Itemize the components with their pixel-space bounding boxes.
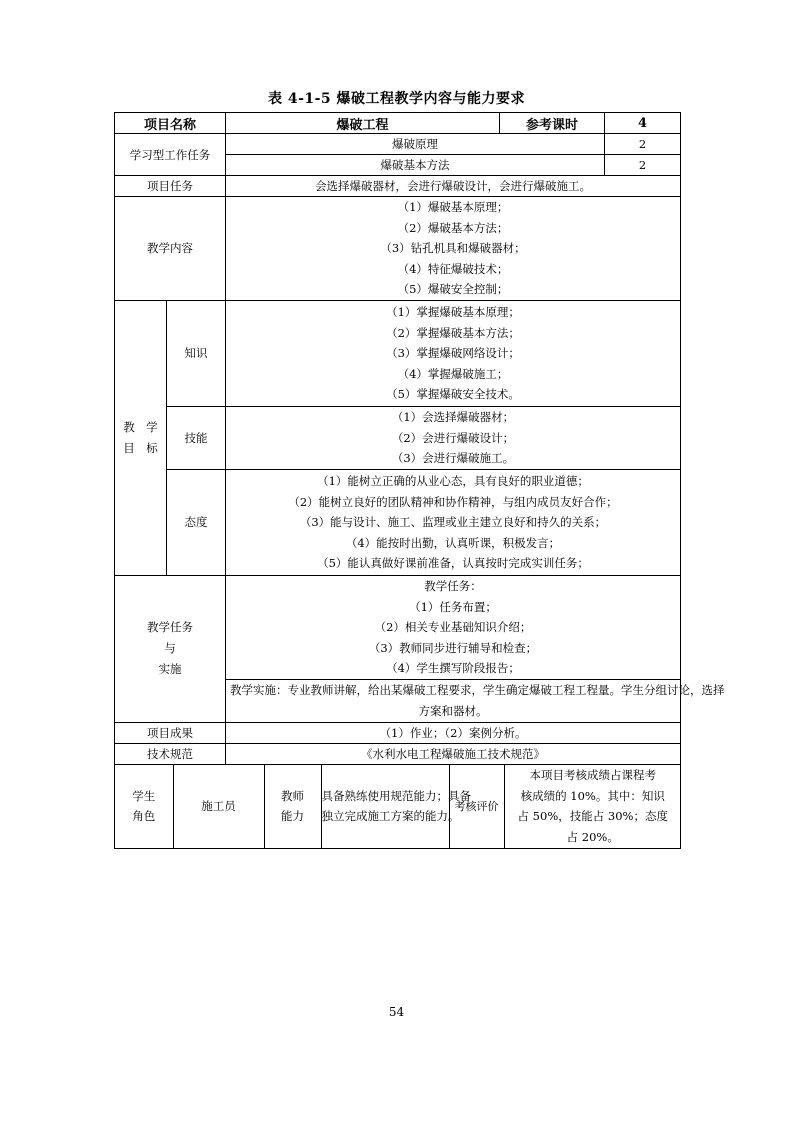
content-item: （1）爆破基本原理； xyxy=(397,200,509,214)
skill-row xyxy=(115,406,681,469)
teaching-task-item: （1）任务布置； xyxy=(409,599,497,614)
project-name-value: 爆破工程 xyxy=(226,113,500,134)
attitude-item: （4）能按时出勤，认真听课，积极发言； xyxy=(345,535,561,550)
implementation-line1: 教学实施：专业教师讲解，给出某爆破工程要求，学生确定爆破工程工程量。学生分组讨论，选择 xyxy=(230,683,725,698)
attitude-row xyxy=(115,469,681,575)
teacher-ability-text-b: 独立完成施工方案的能力。 xyxy=(321,809,460,824)
project-task-row xyxy=(115,176,681,197)
results-row xyxy=(115,722,681,743)
knowledge-item: （2）掌握爆破基本方法； xyxy=(386,325,520,340)
skill-item: （1）会选择爆破器材； xyxy=(391,410,515,425)
content-label: 教学内容 xyxy=(115,197,226,301)
student-role-value: 施工员 xyxy=(173,765,264,848)
teaching-task-item: （3）教师同步进行辅导和检查； xyxy=(368,640,538,655)
page-number: 54 xyxy=(388,1005,405,1019)
skill-item: （3）会进行爆破施工。 xyxy=(391,451,515,466)
standard-label: 技术规范 xyxy=(115,743,226,764)
project-name-label: 项目名称 xyxy=(115,113,226,134)
task-hours-1: 2 xyxy=(605,134,681,155)
teaching-task-list xyxy=(226,575,681,679)
roles-cell xyxy=(115,764,681,848)
results-label: 项目成果 xyxy=(115,722,226,743)
teacher-ability-text-a: 具备熟练使用规范能力；具备 xyxy=(321,788,471,803)
table-caption: 表 4-1-5 爆破工程教学内容与能力要求 xyxy=(267,91,526,107)
tasks-label: 学习型工作任务 xyxy=(115,134,226,176)
teacher-ability-line2: 能力 xyxy=(281,809,304,824)
skill-list xyxy=(226,406,681,469)
attitude-item: （1）能树立正确的从业心态，具有良好的职业道德； xyxy=(317,473,589,488)
attitude-item: （2）能树立良好的团队精神和协作精神，与组内成员友好合作； xyxy=(288,494,618,509)
content-item: （2）爆破基本方法； xyxy=(397,220,509,235)
teacher-ability-label xyxy=(264,765,321,848)
assessment-label: 考核评价 xyxy=(449,765,504,848)
goals-label-line2: 目 标 xyxy=(123,440,158,455)
knowledge-item: （1）掌握爆破基本原理； xyxy=(386,304,520,319)
goals-label-line1: 教 学 xyxy=(123,419,158,434)
task-row-1 xyxy=(115,134,681,155)
assessment-line: 占 50%，技能占 30%；态度 xyxy=(517,809,668,824)
roles-table xyxy=(115,765,681,848)
standard-text: 《水利水电工程爆破施工技术规范》 xyxy=(226,743,681,764)
assessment-line: 占 20%。 xyxy=(566,829,619,844)
implementation-line2: 方案和器材。 xyxy=(418,703,488,718)
standard-row xyxy=(115,743,681,764)
teaching-task-item: （4）学生撰写阶段报告； xyxy=(386,661,520,676)
teacher-ability-line1: 教师 xyxy=(281,788,304,803)
content-list xyxy=(226,197,681,301)
roles-row xyxy=(115,764,681,848)
knowledge-item: （5）掌握爆破安全技术。 xyxy=(386,387,520,402)
content-item: （5）爆破安全控制； xyxy=(397,282,509,297)
skill-item: （2）会进行爆破设计； xyxy=(391,430,515,445)
attitude-item: （3）能与设计、施工、监理或业主建立良好和持久的关系； xyxy=(299,515,607,530)
assessment-line: 核成绩的 10%。其中：知识 xyxy=(520,788,665,803)
attitude-label: 态度 xyxy=(167,469,226,575)
content-item: （4）特征爆破技术； xyxy=(397,261,509,276)
results-text: （1）作业；（2）案例分析。 xyxy=(226,722,681,743)
student-role-label xyxy=(115,765,173,848)
project-task-text: 会选择爆破器材，会进行爆破设计，会进行爆破施工。 xyxy=(226,176,681,197)
teaching-label-line3: 实施 xyxy=(158,662,182,677)
student-role-line1: 学生 xyxy=(132,788,156,803)
task-name-1: 爆破原理 xyxy=(226,134,605,155)
skill-label: 技能 xyxy=(167,406,226,469)
teaching-task-row xyxy=(115,575,681,679)
attitude-item: （5）能认真做好课前准备，认真按时完成实训任务； xyxy=(317,556,589,571)
teaching-label-line1: 教学任务 xyxy=(147,620,193,635)
knowledge-list xyxy=(226,300,681,406)
knowledge-item: （3）掌握爆破网络设计； xyxy=(386,346,520,361)
attitude-list xyxy=(226,469,681,575)
teaching-task-title: 教学任务： xyxy=(424,578,482,593)
implementation-text xyxy=(226,679,725,722)
course-table xyxy=(114,112,725,849)
assessment-value xyxy=(504,765,681,848)
task-hours-2: 2 xyxy=(605,155,681,176)
assessment-line: 本项目考核成绩占课程考 xyxy=(529,768,656,783)
task-name-2: 爆破基本方法 xyxy=(226,155,605,176)
teaching-label-line2: 与 xyxy=(164,641,176,656)
student-role-line2: 角色 xyxy=(132,809,156,824)
header-row xyxy=(115,113,681,134)
project-task-label: 项目任务 xyxy=(115,176,226,197)
goals-label xyxy=(115,300,167,575)
teaching-task-item: （2）相关专业基础知识介绍； xyxy=(374,620,532,635)
content-item: （3）钻孔机具和爆破器材； xyxy=(380,241,526,256)
teacher-ability-value xyxy=(321,765,471,848)
ref-hours-value: 4 xyxy=(605,113,681,134)
content-row xyxy=(115,197,681,301)
knowledge-row xyxy=(115,300,681,406)
knowledge-label: 知识 xyxy=(167,300,226,406)
ref-hours-label: 参考课时 xyxy=(500,113,605,134)
teaching-label xyxy=(115,575,226,722)
knowledge-item: （4）掌握爆破施工； xyxy=(397,366,509,381)
